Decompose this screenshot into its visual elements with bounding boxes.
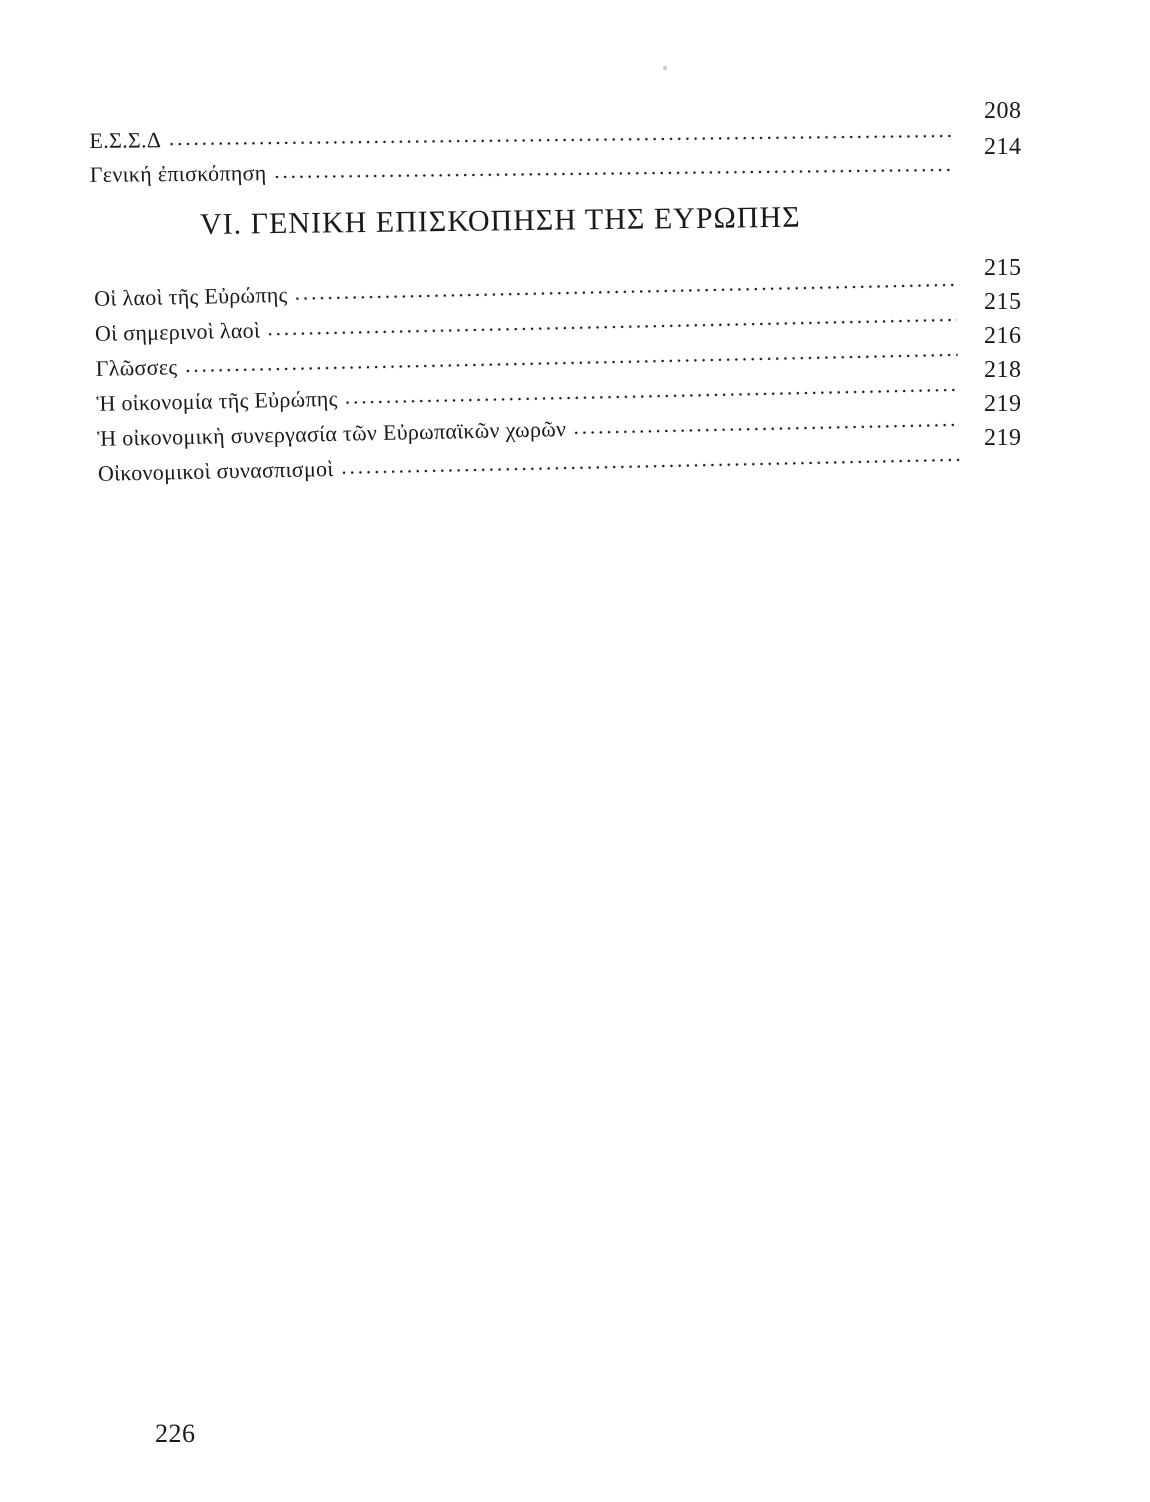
- toc-page-number: 214: [984, 134, 1022, 160]
- toc-entry-title: Ἡ οἰκονομικὴ συνεργασία τῶν Εὐρωπαϊκῶν χωρῶν: [96, 416, 567, 451]
- section-heading: VI. ΓΕΝΙΚΗ ΕΠΙΣΚΟΠΗΣΗ ΤΗΣ ΕΥΡΩΠΗΣ: [199, 200, 801, 241]
- toc-entry-title: Γενική ἐπισκόπηση: [89, 160, 267, 187]
- toc-page-number: 219: [984, 391, 1022, 417]
- toc-entry-title: Ε.Σ.Σ.Δ: [89, 127, 162, 153]
- toc-page-number: 215: [984, 255, 1022, 281]
- toc-page-number: 216: [984, 323, 1022, 349]
- page-folio-number: 226: [155, 1419, 196, 1448]
- toc-page-number: 219: [984, 425, 1022, 451]
- toc-entry-title: Οἱ λαοὶ τῆς Εὐρώπης: [93, 281, 288, 311]
- toc-page-number: 215: [984, 289, 1022, 315]
- dot-leader: [572, 423, 959, 435]
- toc-page-number: 208: [984, 98, 1022, 124]
- toc-page-number: 218: [984, 357, 1022, 383]
- toc-entry-title: Γλῶσσες: [95, 354, 178, 381]
- dot-leader: [340, 458, 960, 475]
- toc-entry-title: Οἰκονομικοὶ συνασπισμοὶ: [97, 455, 334, 486]
- toc-entry-title: Οἱ σημερινοὶ λαοὶ: [94, 317, 261, 346]
- toc-entry-title: Ἡ οἰκονομία τῆς Εὐρώπης: [96, 385, 338, 416]
